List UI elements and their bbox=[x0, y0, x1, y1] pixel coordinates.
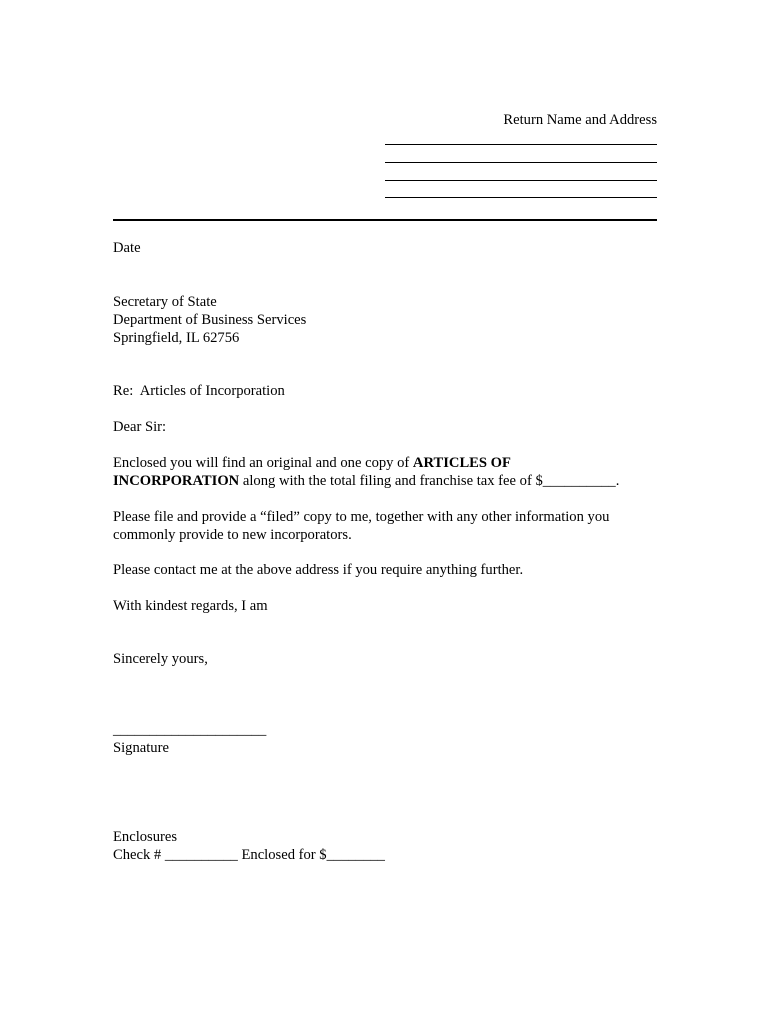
paragraph-3: Please contact me at the above address if you require anything further. bbox=[113, 562, 524, 578]
paragraph-1-text-a: Enclosed you will find an original and one copy of bbox=[113, 455, 413, 471]
date-label: Date bbox=[113, 240, 141, 256]
return-address-line-3 bbox=[385, 180, 657, 181]
enclosures-label: Enclosures bbox=[113, 829, 178, 845]
closing-sincerely: Sincerely yours, bbox=[113, 651, 208, 667]
signature-label: Signature bbox=[113, 740, 169, 756]
header-separator bbox=[113, 219, 657, 221]
recipient-line-1: Secretary of State bbox=[113, 294, 217, 310]
return-address-line-2 bbox=[385, 162, 657, 163]
paragraph-1-line-2 bbox=[113, 472, 619, 490]
paragraph-1-text-b: along with the total filing and franchise tax fee of $__________. bbox=[239, 473, 620, 489]
paragraph-2-line-1: Please file and provide a “filed” copy to me, together with any other information you bbox=[113, 509, 610, 525]
recipient-line-2: Department of Business Services bbox=[113, 312, 307, 328]
salutation: Dear Sir: bbox=[113, 419, 167, 435]
return-address-label: Return Name and Address bbox=[503, 112, 657, 128]
return-address-line-4 bbox=[385, 197, 657, 198]
signature-line: _____________________ bbox=[113, 722, 267, 738]
closing-regards: With kindest regards, I am bbox=[113, 598, 268, 614]
paragraph-2-line-2: commonly provide to new incorporators. bbox=[113, 527, 352, 543]
paragraph-1-bold-b: INCORPORATION bbox=[113, 473, 240, 489]
paragraph-1-bold-a: ARTICLES OF bbox=[412, 455, 511, 471]
return-address-line-1 bbox=[385, 144, 657, 145]
subject-line: Re: Articles of Incorporation bbox=[113, 383, 285, 399]
paragraph-1-line-1 bbox=[113, 454, 511, 472]
recipient-line-3: Springfield, IL 62756 bbox=[113, 330, 240, 346]
enclosures-check-line: Check # __________ Enclosed for $________ bbox=[113, 847, 385, 863]
